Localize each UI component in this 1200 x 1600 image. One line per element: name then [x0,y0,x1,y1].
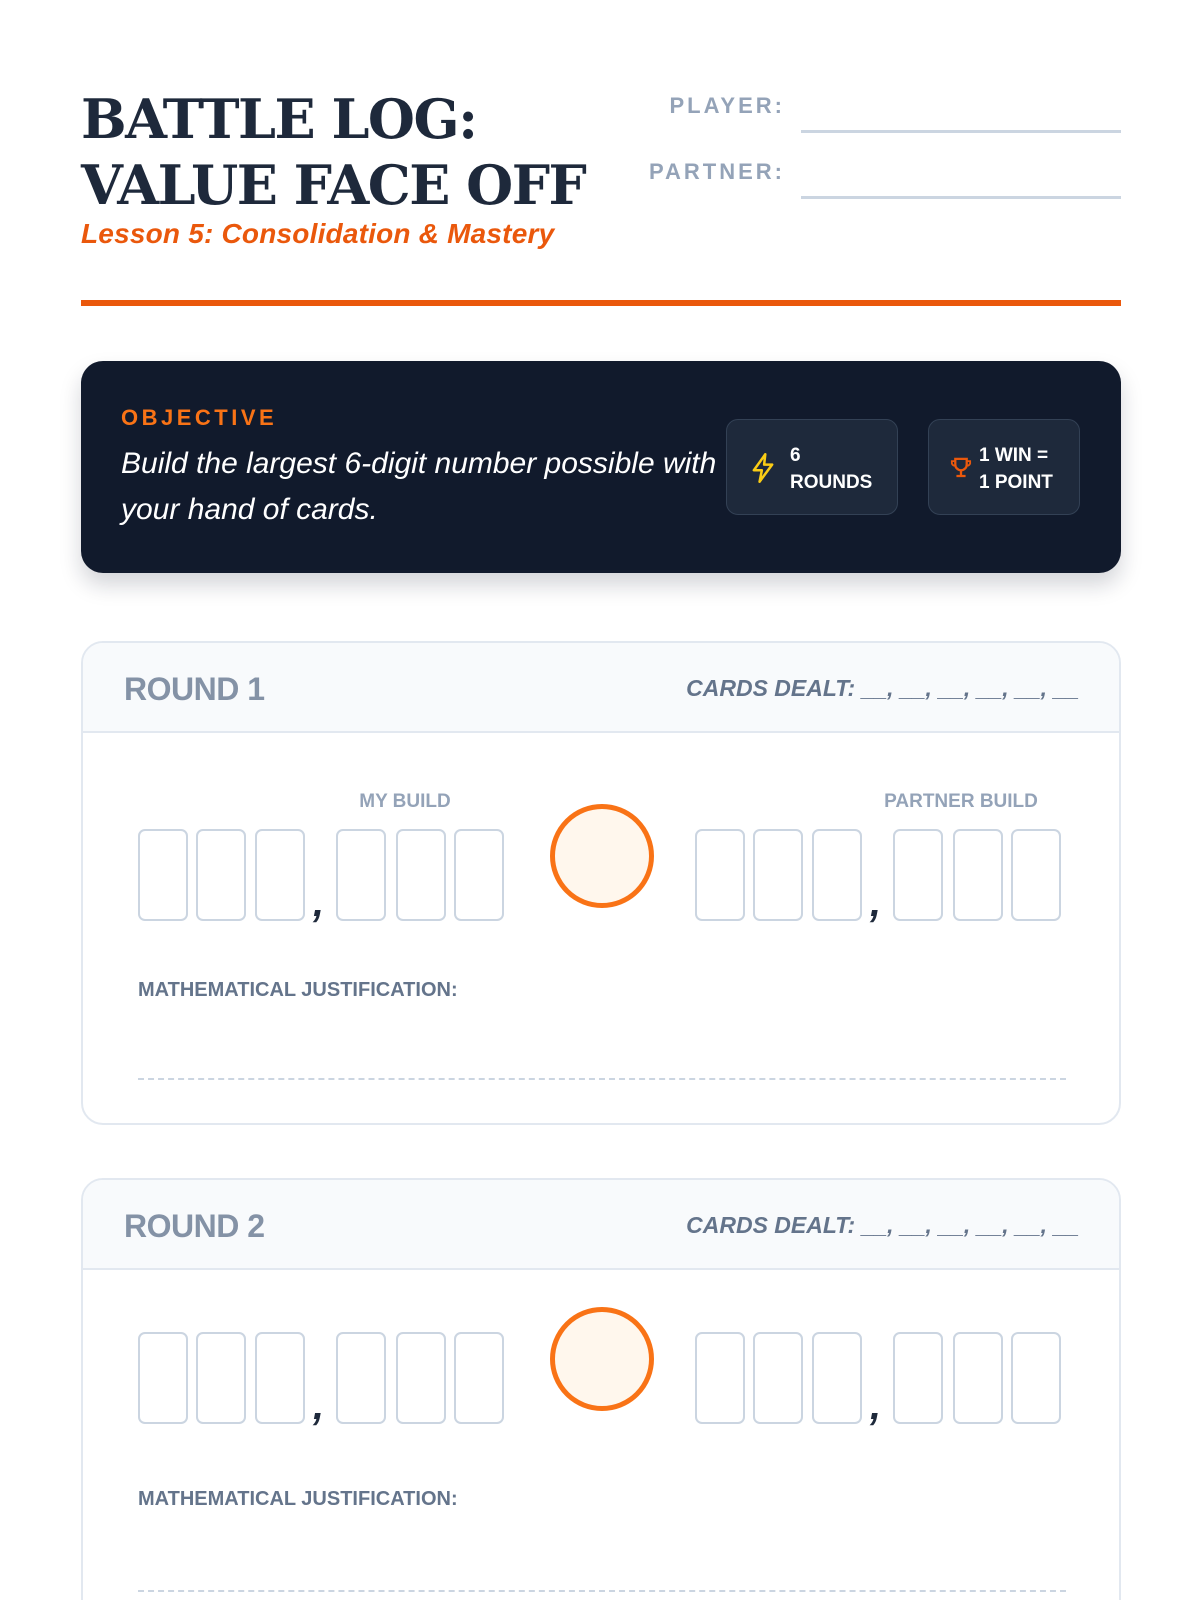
cards-dealt-line[interactable]: CARDS DEALT: __, __, __, __, __, __ [686,1212,1079,1238]
trophy-icon [947,452,975,484]
points-badge-line2: 1 POINT [979,472,1053,493]
my-digit-box[interactable] [255,1332,305,1424]
lightning-icon [749,452,777,484]
comparison-circle[interactable] [550,804,654,908]
my-digit-box[interactable] [196,829,246,921]
points-badge-text [979,442,1089,496]
rounds-badge [726,419,898,515]
partner-digit-box[interactable] [1011,829,1061,921]
partner-digit-box[interactable] [953,829,1003,921]
partner-digit-box[interactable] [953,1332,1003,1424]
rounds-badge-text [790,442,900,496]
my-digit-box[interactable] [138,829,188,921]
partner-digit-box[interactable] [753,1332,803,1424]
cards-dealt-line[interactable]: CARDS DEALT: __, __, __, __, __, __ [686,675,1079,701]
partner-name-field[interactable] [801,196,1121,199]
lesson-subtitle: Lesson 5: Consolidation & Mastery [81,218,555,249]
my-digit-box[interactable] [336,829,386,921]
objective-label: OBJECTIVE [121,405,278,430]
thousands-comma: , [870,1384,882,1428]
my-digit-box[interactable] [454,1332,504,1424]
partner-digit-box[interactable] [1011,1332,1061,1424]
partner-digit-box[interactable] [753,829,803,921]
worksheet-page [81,0,1121,1510]
partner-digit-box[interactable] [812,1332,862,1424]
objective-panel [81,361,1121,573]
my-digit-box[interactable] [196,1332,246,1424]
my-digit-box[interactable] [454,829,504,921]
rounds-badge-line2: ROUNDS [790,472,873,493]
thousands-comma: , [870,881,882,925]
justification-line[interactable] [138,1590,1066,1592]
points-badge-line1: 1 WIN = [979,445,1049,466]
partner-digit-box[interactable] [695,1332,745,1424]
page-title: BATTLE LOG: VALUE FACE OFF [81,87,586,217]
round-header [83,1180,1119,1270]
round-card-1 [81,641,1121,1125]
thousands-comma: , [313,1384,325,1428]
my-digit-box[interactable] [396,1332,446,1424]
justification-line[interactable] [138,1078,1066,1080]
round-header [83,643,1119,733]
round-title: ROUND 1 [124,671,265,707]
my-digit-box[interactable] [255,829,305,921]
round-title: ROUND 2 [124,1208,265,1244]
my-digit-box[interactable] [138,1332,188,1424]
thousands-comma: , [313,881,325,925]
header-divider [81,300,1121,306]
worksheet-header [81,0,1121,306]
player-label: PLAYER: [669,93,785,118]
justification-label: MATHEMATICAL JUSTIFICATION: [138,979,458,1001]
round-card-2 [81,1178,1121,1600]
partner-digit-box[interactable] [695,829,745,921]
partner-label: PARTNER: [648,159,785,184]
comparison-circle[interactable] [550,1307,654,1411]
my-digit-box[interactable] [396,829,446,921]
player-name-field[interactable] [801,130,1121,133]
points-badge [928,419,1080,515]
rounds-badge-line1: 6 [790,445,801,466]
objective-text: Build the largest 6-digit number possible with your hand of cards. [121,447,717,526]
my-digit-box[interactable] [336,1332,386,1424]
my-build-label: MY BUILD [359,791,451,812]
partner-build-label: PARTNER BUILD [884,791,1038,812]
partner-digit-box[interactable] [812,829,862,921]
justification-label: MATHEMATICAL JUSTIFICATION: [138,1488,458,1510]
partner-digit-box[interactable] [893,1332,943,1424]
partner-digit-box[interactable] [893,829,943,921]
